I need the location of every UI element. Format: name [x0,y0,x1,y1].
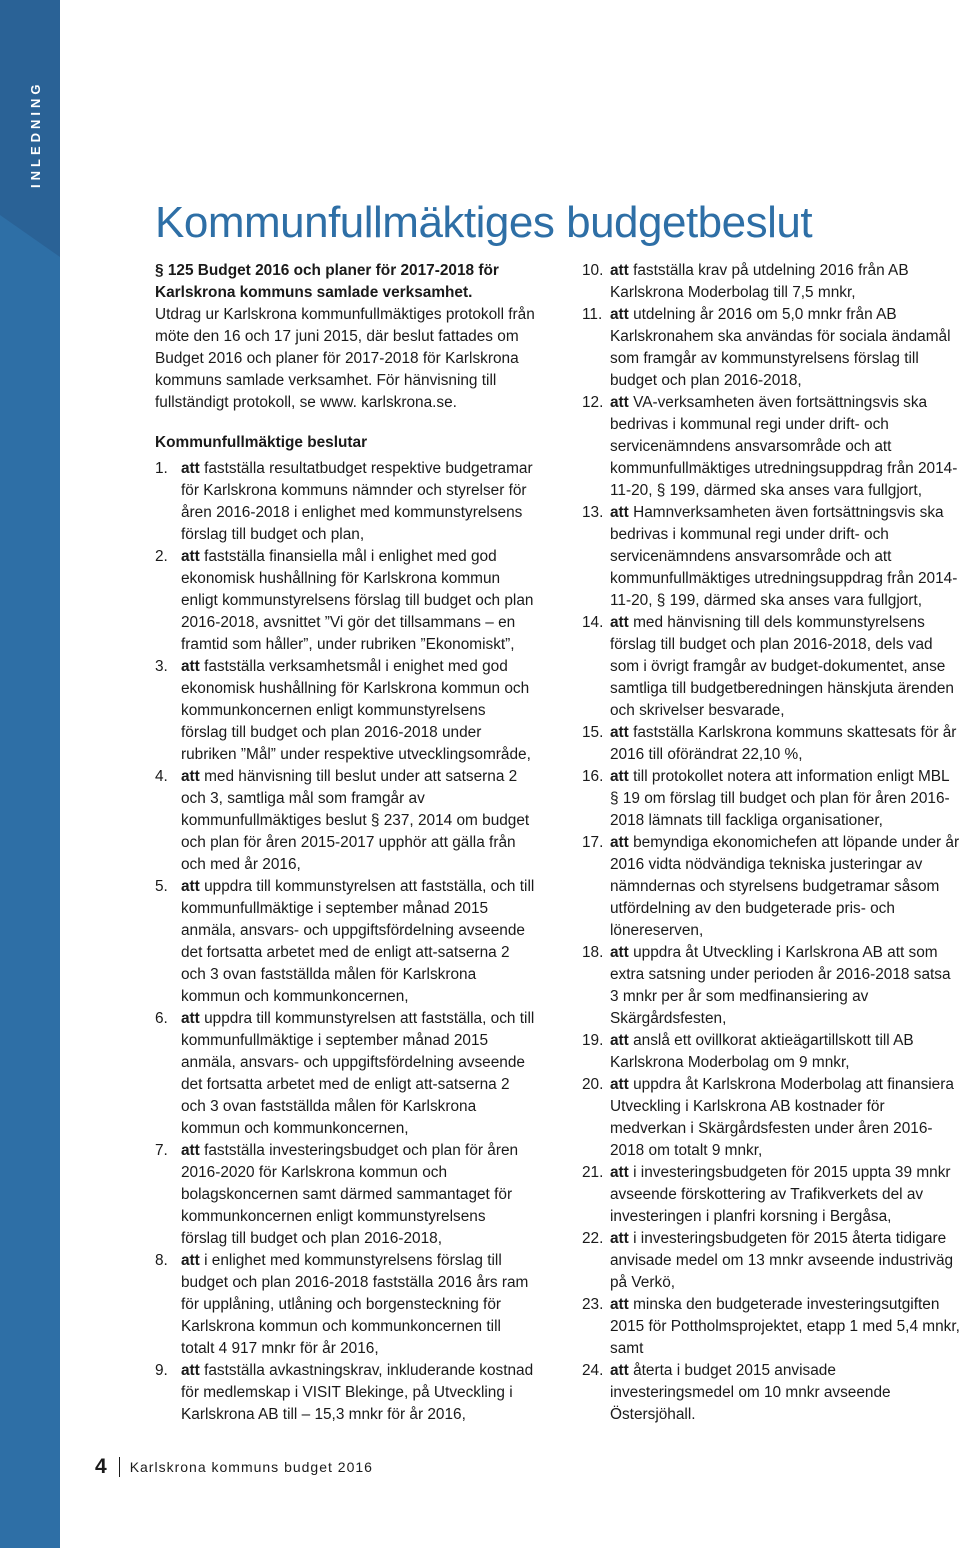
item-number: 17. [582,834,604,851]
item-number: 6. [155,1010,168,1027]
item-body [181,1008,535,1140]
att-keyword: att [610,504,629,521]
item-text: i investeringsbudgeten för 2015 återta tidigare anvisade medel om 13 mnkr avseende industriväg på Verkö, [610,1230,954,1291]
item-number: 22. [582,1230,604,1247]
item-body [181,1360,535,1426]
att-keyword: att [181,1252,200,1269]
list-item [582,1360,960,1426]
item-number: 12. [582,394,604,411]
item-number: 15. [582,724,604,741]
item-body [610,304,960,392]
item-text: anslå ett ovillkorat aktieägartillskott till AB Karlskrona Moderbolag om 9 mnkr, [610,1032,914,1071]
item-body [181,1140,535,1250]
att-keyword: att [610,614,629,631]
item-body [610,942,960,1030]
item-text: fastställa investeringsbudget och plan för åren 2016-2020 för Karlskrona kommun och bolagskoncernen samt därmed sammantaget för kommunkoncernen enligt kommunstyrelsens förslag till budget och plan 2016-2018, [181,1142,519,1247]
att-keyword: att [610,1076,629,1093]
att-keyword: att [181,658,200,675]
item-number: 14. [582,614,604,631]
item-text: fastställa avkastningskrav, inkluderande kostnad för medlemskap i VISIT Blekinge, på Utveckling i Karlskrona AB till – 15,3 mnkr för år 2016, [181,1362,534,1423]
item-body [610,612,960,722]
section-heading [155,260,535,304]
item-number: 23. [582,1296,604,1313]
footer-text: Karlskrona kommuns budget 2016 [129,1459,373,1475]
item-body [610,1030,960,1074]
item-number: 11. [582,306,603,323]
heading-line-2: Karlskrona kommuns samlade verksamhet. [155,284,473,301]
section-label: INLEDNING [28,80,43,188]
item-text: med hänvisning till dels kommunstyrelsens förslag till budget och plan 2016-2018, dels vad som i övrigt framgår av budget-dokumentet, anse samtliga till budgetberedningen hänskjuta ärenden och skrivelser besvarade, [610,614,954,719]
list-item [582,1228,960,1294]
list-item [582,260,960,304]
left-column [155,260,535,1426]
item-number: 21. [582,1164,604,1181]
item-body [181,546,535,656]
list-item [582,722,960,766]
item-body [181,1250,535,1360]
item-number: 7. [155,1142,168,1159]
att-keyword: att [610,1032,629,1049]
att-keyword: att [610,262,629,279]
item-number: 1. [155,460,168,477]
att-keyword: att [610,394,629,411]
list-item [155,1140,535,1250]
page-number: 4 [95,1455,107,1478]
att-keyword: att [181,1142,200,1159]
item-text: fastställa verksamhetsmål i enighet med god ekonomisk hushållning för Karlskrona kommun och kommunkoncernen enligt kommunstyrelsens förslag till budget och plan 2016-2018 under rubriken ”Mål” under respektive utvecklingsområde, [181,658,531,763]
item-body [610,260,960,304]
list-item [582,766,960,832]
att-keyword: att [181,878,200,895]
list-item [155,876,535,1008]
sidebar [0,0,60,1548]
item-body [181,656,535,766]
list-item [582,832,960,942]
att-keyword: att [610,944,629,961]
list-item [155,766,535,876]
list-item [582,1162,960,1228]
item-number: 19. [582,1032,604,1049]
item-text: minska den budgeterade investeringsutgiften 2015 för Pottholmsprojektet, etapp 1 med 5,4 mnkr, samt [610,1296,960,1357]
item-number: 5. [155,878,168,895]
list-item [582,502,960,612]
item-text: återta i budget 2015 anvisade investeringsmedel om 10 mnkr avseende Östersjöhall. [610,1362,891,1423]
item-text: utdelning år 2016 om 5,0 mnkr från AB Karlskronahem ska användas för sociala ändamål som framgår av kommunstyrelsens förslag till budget och plan 2016-2018, [610,306,951,389]
item-text: uppdra åt Utveckling i Karlskrona AB att som extra satsning under perioden år 2016-2018 satsa 3 mnkr per år som medfinansiering av Skärgårdsfesten, [610,944,951,1027]
footer-divider [119,1457,120,1477]
att-keyword: att [610,306,629,323]
item-body [610,502,960,612]
item-number: 3. [155,658,168,675]
item-body [181,876,535,1008]
decision-list-right [582,260,960,1426]
list-item [155,1250,535,1360]
att-keyword: att [610,724,629,741]
att-keyword: att [610,1230,629,1247]
item-body [610,1074,960,1162]
item-body [610,1360,960,1426]
list-item [155,1008,535,1140]
section-tab [0,0,60,215]
att-keyword: att [181,1362,200,1379]
decision-list-left [155,458,535,1426]
list-item [155,1360,535,1426]
item-text: till protokollet notera att information enligt MBL § 19 om förslag till budget och plan för åren 2016-2018 lämnats till fackliga organisationer, [610,768,950,829]
page-title: Kommunfullmäktiges budgetbeslut [155,198,813,247]
list-item [582,1074,960,1162]
item-body [610,1294,960,1360]
item-text: bemyndiga ekonomichefen att löpande under år 2016 vidta nödvändiga tekniska justeringar av nämndernas och styrelsens budgetramar såsom utfördelning av den budgeterade pris- och lönereserven, [610,834,960,939]
att-keyword: att [181,548,200,565]
item-body [610,766,960,832]
list-item [582,942,960,1030]
item-number: 20. [582,1076,604,1093]
item-body [181,766,535,876]
list-item [582,1294,960,1360]
item-text: fastställa Karlskrona kommuns skattesats för år 2016 till oförändrat 22,10 %, [610,724,957,763]
item-number: 16. [582,768,604,785]
list-item [155,546,535,656]
item-text: med hänvisning till beslut under att satserna 2 och 3, samtliga mål som framgår av kommunfullmäktiges beslut § 237, 2014 om budget och plan för åren 2015-2017 upphör att gälla från och med år 2016, [181,768,530,873]
item-number: 2. [155,548,168,565]
item-text: i enlighet med kommunstyrelsens förslag till budget och plan 2016-2018 fastställa 2016 års ram för upplåning, utlåning och borgensteckning för Karlskrona kommun och kommunkoncernen till totalt 4 917 mnkr för år 2016, [181,1252,529,1357]
att-keyword: att [181,1010,200,1027]
item-text: fastställa finansiella mål i enlighet med god ekonomisk hushållning för Karlskrona kommun enligt kommunstyrelsens förslag till budget och plan 2016-2018, avsnittet ”Vi gör det tillsammans – en framtid som håller”, under rubriken ”Ekonomiskt”, [181,548,534,653]
item-text: uppdra till kommunstyrelsen att fastställa, och till kommunfullmäktige i september månad 2015 anmäla, ansvars- och uppgiftsfördelning avseende det fortsatta arbetet med de enligt att-satserna 2 och 3 ovan fastställda målen för Karlskrona kommun och kommunkoncernen, [181,878,535,1005]
page-footer [95,1455,373,1479]
list-item [582,392,960,502]
item-text: fastställa resultatbudget respektive budgetramar för Karlskrona kommuns nämnder och styrelser för åren 2016-2018 i enlighet med kommunstyrelsens förslag till budget och plan, [181,460,533,543]
item-text: uppdra till kommunstyrelsen att fastställa, och till kommunfullmäktige i september månad 2015 anmäla, ansvars- och uppgiftsfördelning avseende det fortsatta arbetet med de enligt att-satserna 2 och 3 ovan fastställda målen för Karlskrona kommun och kommunkoncernen, [181,1010,535,1137]
item-number: 4. [155,768,168,785]
item-number: 13. [582,504,604,521]
item-number: 24. [582,1362,604,1379]
item-number: 9. [155,1362,168,1379]
item-body [610,1228,960,1294]
att-keyword: att [610,1362,629,1379]
item-body [610,722,960,766]
right-column [582,260,960,1426]
item-body [610,1162,960,1228]
intro-paragraph: Utdrag ur Karlskrona kommunfullmäktiges protokoll från möte den 16 och 17 juni 2015, där beslut fattades om Budget 2016 och planer för 2017-2018 för Karlskrona kommuns samlade verksamhet. För hänvisning till fullständigt protokoll, se www. karlskrona.se. [155,306,535,411]
list-item [582,1030,960,1074]
list-item [155,656,535,766]
att-keyword: att [610,1164,629,1181]
item-body [610,832,960,942]
item-text: uppdra åt Karlskrona Moderbolag att finansiera Utveckling i Karlskrona AB kostnader för medverkan i Skärgårdsfesten under åren 2016-2018 om totalt 9 mnkr, [610,1076,954,1159]
heading-line-1: § 125 Budget 2016 och planer för 2017-2018 för [155,262,499,279]
att-keyword: att [610,768,629,785]
att-keyword: att [181,768,200,785]
item-number: 8. [155,1252,168,1269]
item-text: i investeringsbudgeten för 2015 uppta 39 mnkr avseende förskottering av Trafikverkets del av investeringen i planfri korsning i Bergåsa, [610,1164,951,1225]
item-number: 10. [582,262,604,279]
item-text: Hamnverksamheten även fortsättningsvis ska bedrivas i kommunal regi under drift- och servicenämndens ansvarsområde och att kommunfullmäktiges utredningsuppdrag från 2014-11-20, § 199, därmed ska anses vara fullgjort, [610,504,958,609]
list-item [582,612,960,722]
att-keyword: att [610,1296,629,1313]
item-text: fastställa krav på utdelning 2016 från AB Karlskrona Moderbolag till 7,5 mnkr, [610,262,909,301]
item-body [181,458,535,546]
item-body [610,392,960,502]
subheading: Kommunfullmäktige beslutar [155,434,368,451]
item-number: 18. [582,944,604,961]
list-item [155,458,535,546]
item-text: VA-verksamheten även fortsättningsvis ska bedrivas i kommunal regi under drift- och servicenämndens ansvarsområde och att kommunfullmäktiges utredningsuppdrag från 2014-11-20, § 199, därmed ska anses vara fullgjort, [610,394,958,499]
att-keyword: att [181,460,200,477]
att-keyword: att [610,834,629,851]
list-item [582,304,960,392]
